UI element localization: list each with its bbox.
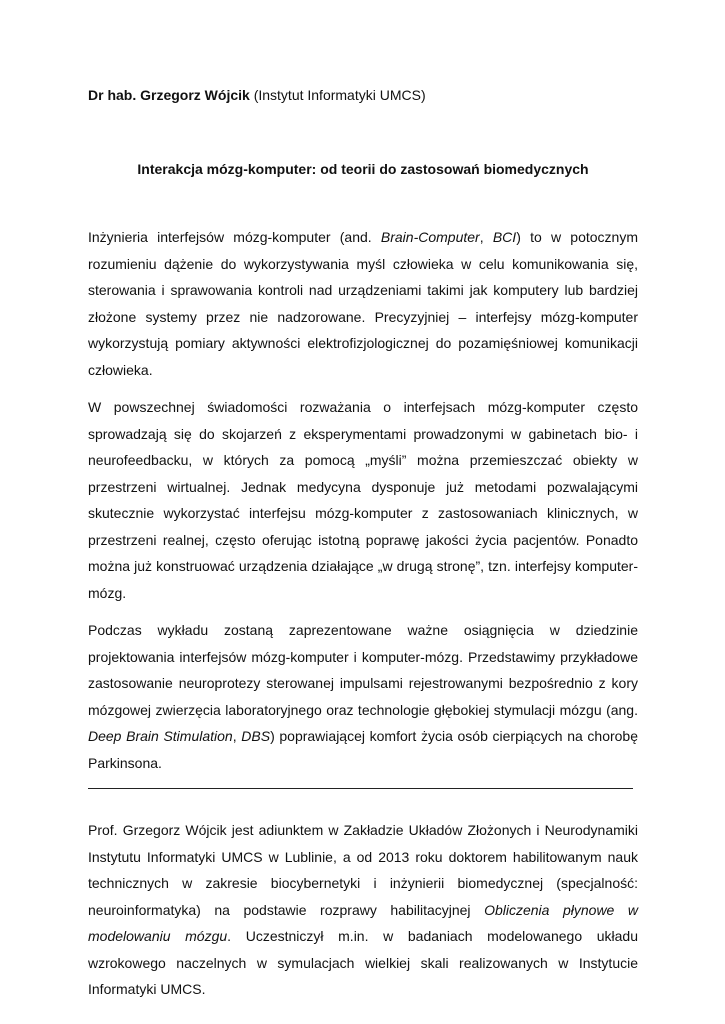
abstract-p1-term-bci-full: Brain-Computer	[380, 229, 480, 245]
lecture-title: Interakcja mózg-komputer: od teorii do zastosowań biomedycznych	[137, 161, 589, 177]
abstract-paragraph-2: W powszechnej świadomości rozważania o interfejsach mózg-komputer często sprowadzają się do skojarzeń z eksperymentami prowadzonymi w gabinetach bio- i neurofeedbacku, w których za pomocą „myśli” można przemieszczać obiekty w przestrzeni wirtualnej. Jednak medycyna dysponuje już metodami pozwalającymi skutecznie wykorzystać interfejsu mózg-komputer z zastosowaniach klinicznych, w przestrzeni realnej, często oferując istotną poprawę jakości życia pacjentów. Ponadto można już konstruować urządzenia działające „w drugą stronę”, tzn. interfejsy komputer-mózg.	[88, 399, 638, 601]
abstract-p3-term-dbs: DBS	[241, 728, 271, 744]
bio-paragraph	[88, 817, 638, 1003]
abstract-p3-text-a: Podczas wykładu zostaną zaprezentowane ważne osiągnięcia w dziedzinie projektowania interfejsów mózg-komputer i komputer-mózg. Przedstawimy przykładowe zastosowanie neuroprotezy sterowanej impulsami rejestrowanymi bezpośrednio z kory mózgowej zwierzęcia laboratoryjnego oraz technologie głębokiej stymulacji mózgu (ang.	[88, 622, 638, 718]
document-page	[88, 84, 638, 1003]
abstract-paragraph-3	[88, 617, 638, 776]
author-name: Dr hab. Grzegorz Wójcik	[88, 87, 250, 103]
abstract-p1-term-bci: BCI	[492, 229, 517, 245]
abstract-p1-text-b: ,	[479, 229, 493, 245]
abstract-p1-text-c: ) to w potocznym rozumieniu dążenie do wykorzystywania myśl człowieka w celu komunikowania się, sterowania i sprawowania kontroli nad urządzeniami takimi jak komputery lub bardziej złożone systemy przez nie nadzorowane. Precyzyjniej – interfejsy mózg-komputer wykorzystują pomiary aktywności elektrofizjologicznej do pozamięśniowej komunikacji człowieka.	[88, 229, 638, 378]
bio-thesis-title: Obliczenia płynowe w modelowaniu mózgu	[88, 901, 638, 944]
bio-text-b: . Uczestniczył m.in. w badaniach modelowanego układu wzrokowego naczelnych w symulacjach wielkiej skali realizowanych w Instytucie Informatyki UMCS.	[88, 928, 639, 997]
author-affiliation: (Instytut Informatyki UMCS)	[253, 87, 426, 103]
separator-line	[88, 788, 633, 789]
abstract-paragraph-1	[88, 224, 638, 383]
bio-text-a: Prof. Grzegorz Wójcik jest adiunktem w Zakładzie Układów Złożonych i Neurodynamiki Instytutu Informatyki UMCS w Lublinie, a od 2013 roku doktorem habilitowanym nauk technicznych w zakresie biocybernetyki i inżynierii biomedycznej (specjalność: neuroinformatyka) na podstawie rozprawy habilitacyjnej	[88, 822, 638, 918]
abstract-p3-text-c: ) poprawiającej komfort życia osób cierpiących na chorobę Parkinsona.	[88, 728, 639, 771]
abstract-p3-text-b: ,	[232, 728, 242, 744]
abstract-p3-term-dbs-full: Deep Brain Stimulation	[88, 728, 233, 744]
author-line	[88, 84, 638, 106]
abstract-p1-text-a: Inżynieria interfejsów mózg-komputer (and.	[88, 229, 381, 245]
